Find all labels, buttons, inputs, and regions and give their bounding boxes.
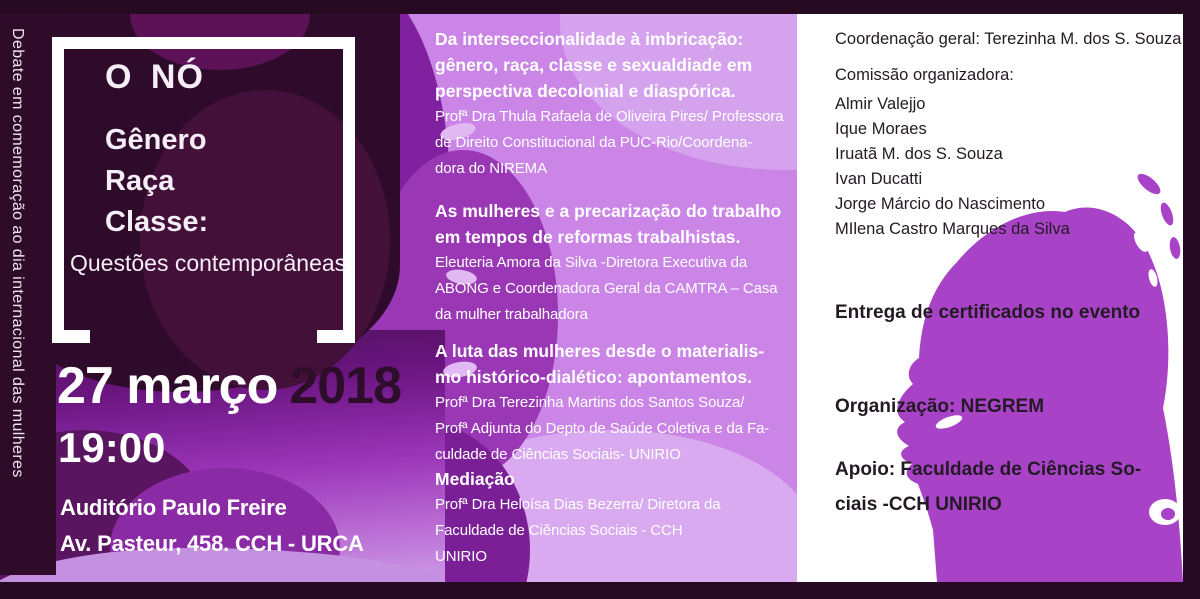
venue-line: Auditório Paulo Freire [60, 495, 287, 520]
title-line: As mulheres e a precarização do trabalho [435, 201, 782, 221]
talk-3-title [435, 338, 795, 390]
hair-leaf-icon [1158, 201, 1176, 227]
mediation-label: Mediação [435, 469, 515, 489]
title-line: gênero, raça, classe e sexualdiade em [435, 55, 753, 75]
committee-member: Ique Moraes [835, 120, 927, 138]
program-column [435, 0, 795, 599]
committee-member: Iruatã M. dos S. Souza [835, 145, 1003, 163]
support-text-line: ciais -CCH UNIRIO [835, 494, 1002, 515]
event-date [57, 356, 401, 416]
hair-leaf-icon [1168, 236, 1182, 259]
organization-line: Organização: NEGREM [835, 396, 1045, 417]
poster-subtitle [105, 120, 208, 243]
speaker-line: dora do NIREMA [435, 160, 547, 177]
vertical-side-note: Debate em comemoração ao dia internacional das mulheres [9, 28, 26, 478]
hair-leaf-icon [1134, 170, 1163, 197]
speaker-line: ABONG e Coordenadora Geral da CAMTRA – Casa [435, 280, 778, 297]
head-profile-path [897, 208, 1183, 582]
support-text-line: Apoio: Faculdade de Ciências So- [835, 459, 1142, 480]
speaker-line: Profª Dra Heloísa Dias Bezerra/ Diretora da [435, 496, 721, 513]
title-line: em tempos de reformas trabalhistas. [435, 227, 741, 247]
committee-member: MIlena Castro Marques da Silva [835, 220, 1070, 238]
coordination-line: Coordenação geral: Terezinha M. dos S. Souza. [835, 30, 1186, 48]
title-line: A luta das mulheres desde o materialis- [435, 341, 765, 361]
talk-3-speaker [435, 390, 795, 468]
mediation-section [435, 466, 795, 570]
frame-foot-right [317, 330, 355, 343]
subtitle-line: Gênero [105, 124, 207, 156]
support-line [835, 452, 1141, 522]
event-date-day: 27 março [57, 357, 278, 415]
earring-dot-icon [1161, 508, 1175, 520]
talk-2-title [435, 198, 795, 250]
mediation-speaker [435, 492, 795, 570]
certificate-note: Entrega de certificados no evento [835, 302, 1141, 323]
talk-1-speaker [435, 104, 795, 182]
talk-2-speaker [435, 250, 795, 328]
speaker-line: Profª Dra Terezinha Martins dos Santos Souza/ [435, 394, 745, 411]
title-line: perspectiva decolonial e diaspórica. [435, 81, 736, 101]
hair-cutout-icon [1108, 171, 1130, 185]
frame-foot-left [52, 330, 90, 343]
right-border-bar [1183, 0, 1200, 599]
committee-list [835, 92, 1070, 242]
speaker-line: de Direito Constitucional da PUC-Rio/Coordena- [435, 134, 753, 151]
talk-1-title [435, 26, 795, 104]
poster-title: O NÓ [105, 58, 204, 96]
speaker-line: culdade de Ciências Sociais- UNIRIO [435, 446, 681, 463]
poster-tagline: Questões contemporâneas [70, 250, 347, 276]
committee-member: Jorge Márcio do Nascimento [835, 195, 1046, 213]
speaker-line: Eleuteria Amora da Silva -Diretora Executiva da [435, 254, 748, 271]
venue-line: Av. Pasteur, 458. CCH - URCA [60, 531, 364, 556]
subtitle-line: Classe: [105, 206, 209, 238]
title-line: Da interseccionalidade à imbricação: [435, 29, 744, 49]
event-date-year: 2018 [289, 357, 402, 415]
talk-3 [435, 338, 795, 468]
event-time: 19:00 [58, 424, 166, 471]
speaker-line: Profª Dra Thula Rafaela de Oliveira Pires/ Professora [435, 108, 784, 125]
talk-2 [435, 198, 795, 328]
speaker-line: Profª Adjunta do Depto de Saúde Coletiva e da Fa- [435, 420, 770, 437]
speaker-line: da mulher trabalhadora [435, 306, 588, 323]
speaker-line: UNIRIO [435, 548, 487, 565]
committee-label: Comissão organizadora: [835, 66, 1014, 84]
title-line: mo histórico-dialético: apontamentos. [435, 367, 752, 387]
committee-member: Ivan Ducatti [835, 170, 923, 188]
talk-1 [435, 26, 795, 182]
subtitle-line: Raça [105, 165, 175, 197]
committee-member: Almir Valejjo [835, 95, 926, 113]
event-venue [60, 490, 364, 562]
speaker-line: Faculdade de Ciências Sociais - CCH [435, 522, 683, 539]
